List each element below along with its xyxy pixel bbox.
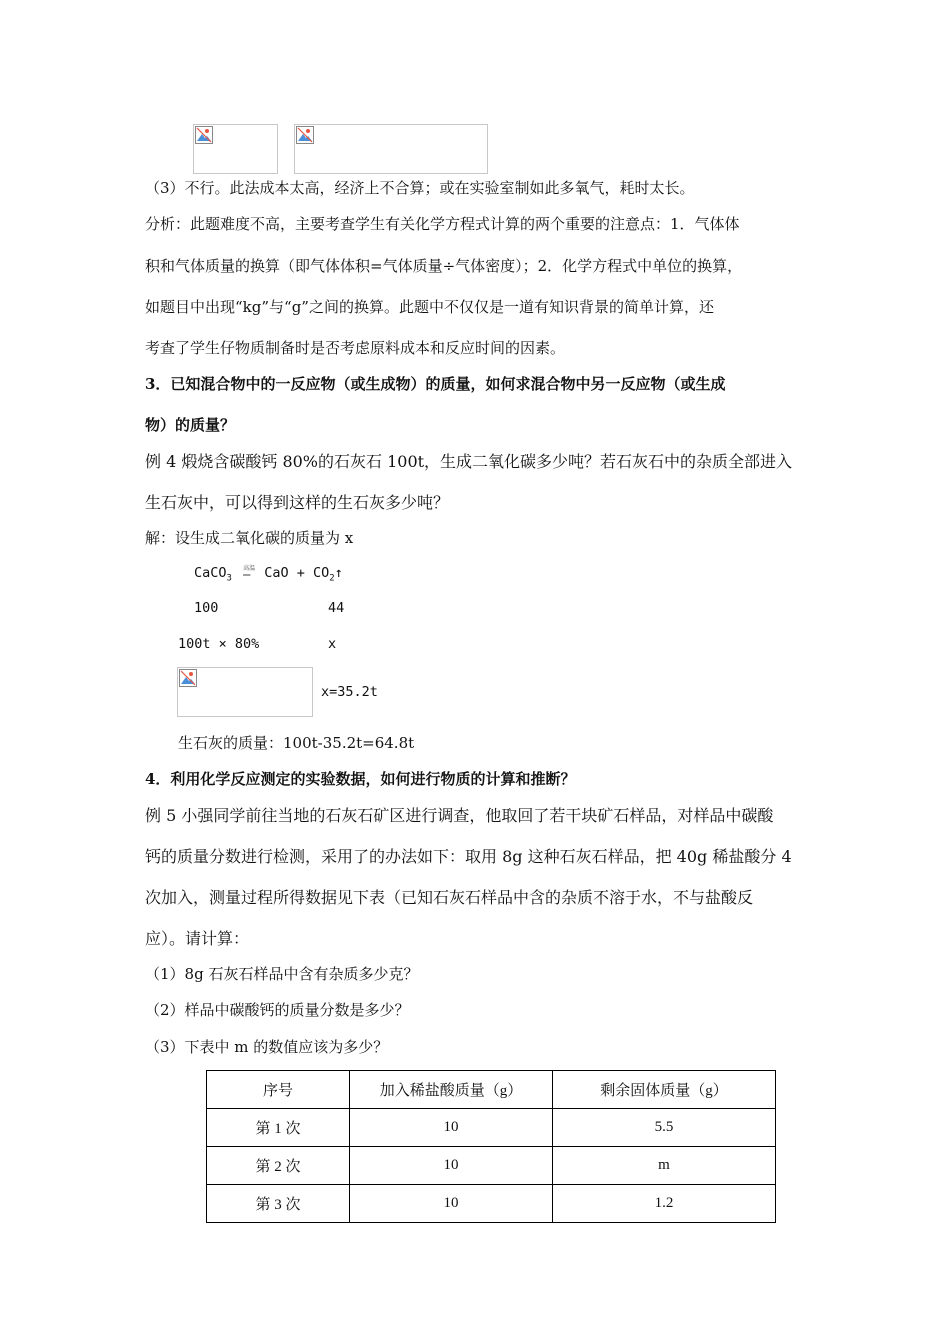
table-header-cell: 序号 <box>207 1071 350 1109</box>
experiment-data-table <box>206 1070 776 1223</box>
analysis-line-4: 考查了学生仔物质制备时是否考虑原料成本和反应时间的因素。 <box>145 339 566 357</box>
given-left: 100t × 80% <box>178 636 260 652</box>
reaction-condition-bottom: ══ <box>243 572 251 579</box>
equation-products: CaO + CO <box>264 565 330 581</box>
example4-line-1: 例 4 煅烧含碳酸钙 80%的石灰石 100t，生成二氧化碳多少吨？若石灰石中的杂质全部进入 <box>145 452 793 471</box>
equation-reactant: CaCO <box>194 565 227 581</box>
table-cell: m <box>553 1147 776 1185</box>
solution-intro: 解：设生成二氧化碳的质量为 x <box>145 529 354 547</box>
example5-line-2: 钙的质量分数进行检测，采用了的办法如下：取用 8g 这种石灰石样品，把 40g 稀盐酸分 4 <box>145 847 792 866</box>
table-cell: 10 <box>350 1185 553 1223</box>
analysis-line-2: 积和气体质量的换算（即气体体积=气体质量÷气体密度）；2．化学方程式中单位的换算， <box>145 257 743 275</box>
given-right: x <box>328 636 337 652</box>
example5-line-3: 次加入，测量过程所得数据见下表（已知石灰石样品中含的杂质不溶于水，不与盐酸反 <box>145 888 754 907</box>
table-row <box>207 1185 776 1223</box>
table-row <box>207 1147 776 1185</box>
table-header-cell: 加入稀盐酸质量（g） <box>350 1071 553 1109</box>
table-row <box>207 1109 776 1147</box>
reaction-condition-top: 高温 <box>243 565 256 572</box>
section3-heading-line-2: 物）的质量？ <box>145 416 236 434</box>
ratio-left: 100 <box>194 600 219 616</box>
part3-answer: （3）不行。此法成本太高，经济上不合算；或在实验室制如此多氧气，耗时太长。 <box>145 179 695 197</box>
analysis-line-3: 如题目中出现“kg”与“g”之间的换算。此题中不仅仅是一道有知识背景的简单计算，还 <box>145 298 714 316</box>
gas-arrow: ↑ <box>334 565 343 581</box>
equation-reactant-subscript: 3 <box>226 573 232 584</box>
table-cell: 10 <box>350 1109 553 1147</box>
table-cell: 第 2 次 <box>207 1147 350 1185</box>
image-placeholder-1 <box>193 124 278 174</box>
result-x: x=35.2t <box>321 684 378 700</box>
table-header-row <box>207 1071 776 1109</box>
broken-image-icon <box>296 126 314 144</box>
example5-line-1: 例 5 小强同学前往当地的石灰石矿区进行调查，他取回了若干块矿石样品，对样品中碳酸 <box>145 806 774 825</box>
table-cell: 10 <box>350 1147 553 1185</box>
lime-mass: 生石灰的质量：100t-35.2t=64.8t <box>178 734 415 752</box>
table-cell: 1.2 <box>553 1185 776 1223</box>
question-2: （2）样品中碳酸钙的质量分数是多少？ <box>145 1001 410 1019</box>
broken-image-icon <box>179 669 197 687</box>
example4-line-2: 生石灰中，可以得到这样的生石灰多少吨？ <box>145 493 450 512</box>
table-cell: 5.5 <box>553 1109 776 1147</box>
image-placeholder-3 <box>177 667 313 717</box>
table-cell: 第 3 次 <box>207 1185 350 1223</box>
section4-heading: 4．利用化学反应测定的实验数据，如何进行物质的计算和推断？ <box>145 770 576 788</box>
broken-image-icon <box>195 126 213 144</box>
analysis-line-1: 分析：此题难度不高，主要考查学生有关化学方程式计算的两个重要的注意点：1．气体体 <box>145 215 740 233</box>
chemical-equation <box>194 565 343 584</box>
equation-product-subscript: 2 <box>329 573 335 584</box>
question-3: （3）下表中 m 的数值应该为多少？ <box>145 1038 389 1056</box>
reaction-condition <box>240 567 256 579</box>
ratio-right: 44 <box>328 600 345 616</box>
example5-line-4: 应）。请计算： <box>145 929 250 948</box>
image-placeholder-2 <box>294 124 488 174</box>
section3-heading-line-1: 3．已知混合物中的一反应物（或生成物）的质量，如何求混合物中另一反应物（或生成 <box>145 375 726 393</box>
question-1: （1）8g 石灰石样品中含有杂质多少克？ <box>145 965 419 983</box>
table-header-cell: 剩余固体质量（g） <box>553 1071 776 1109</box>
table-cell: 第 1 次 <box>207 1109 350 1147</box>
